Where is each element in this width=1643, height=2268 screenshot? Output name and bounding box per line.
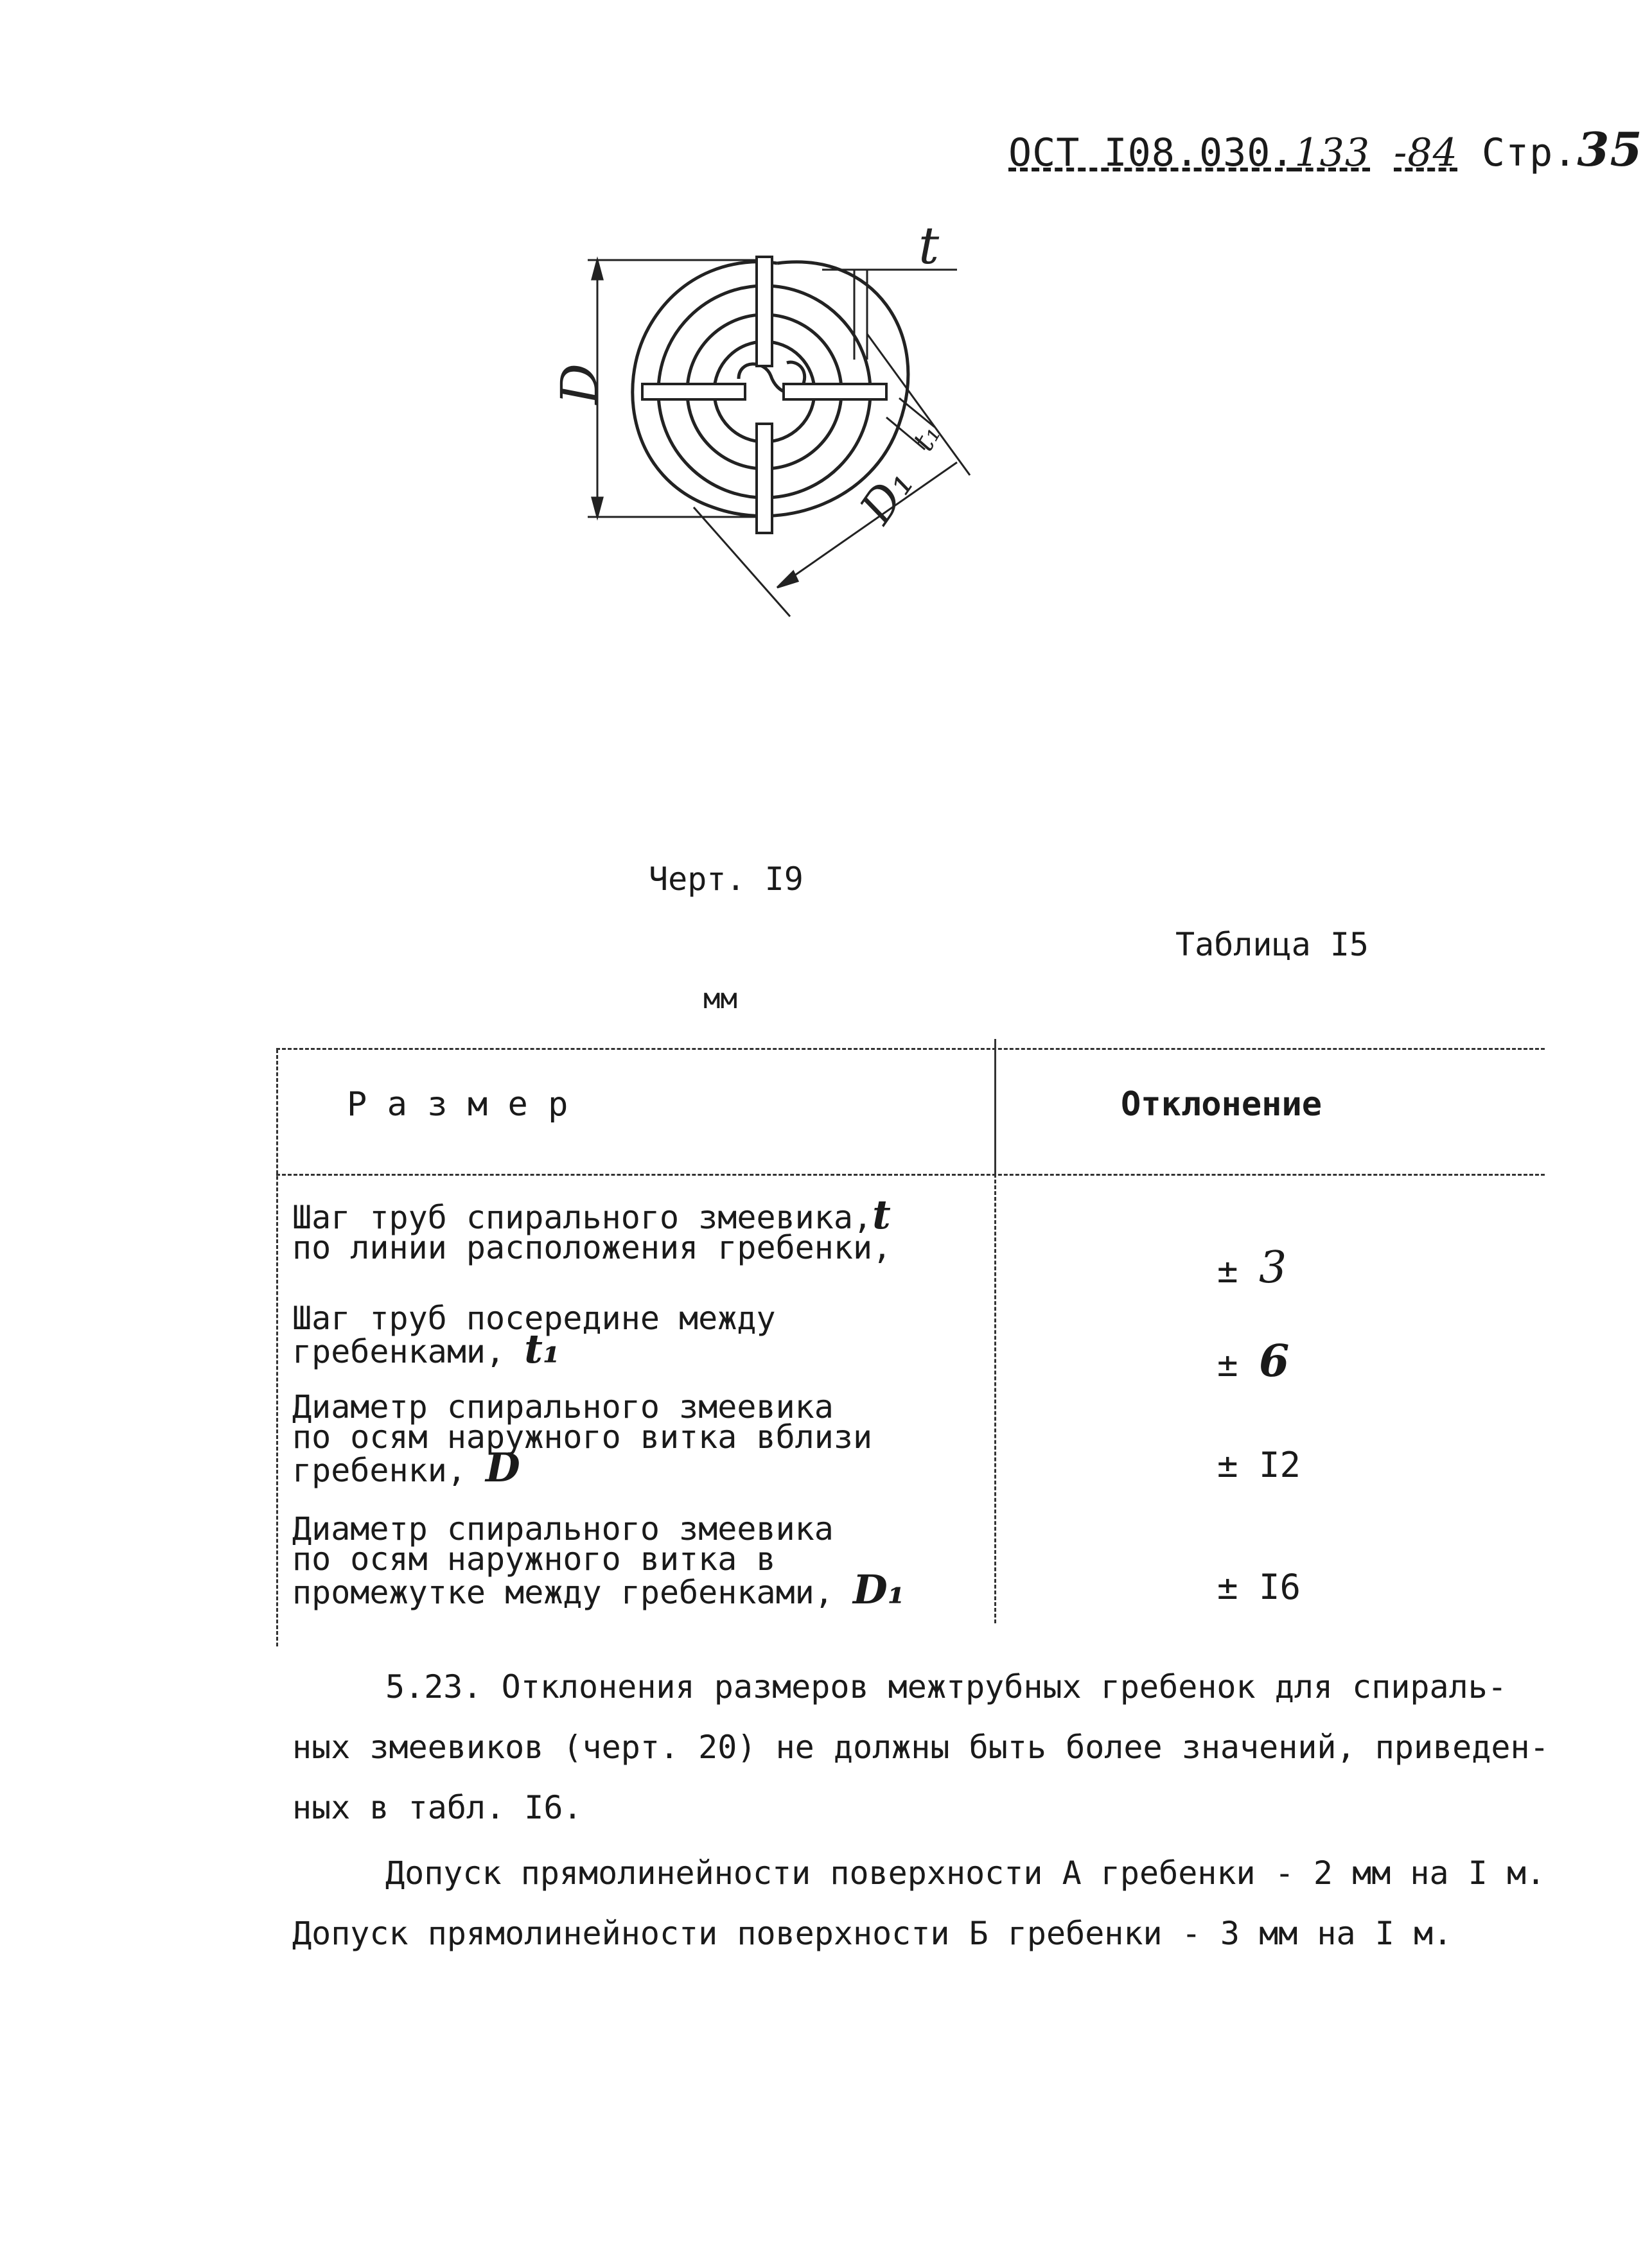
- standard-year: -84: [1394, 130, 1458, 175]
- row1-sign: ±: [1217, 1250, 1238, 1291]
- table-title: Таблица I5: [1175, 926, 1369, 963]
- row4-line2: по осям наружного витка в: [292, 1540, 776, 1578]
- dim-t-label: t: [918, 216, 940, 275]
- comb-right: [784, 384, 886, 399]
- paragraph-5-23-line1: 5.23. Отклонения размеров межтрубных гребенок для спираль-: [385, 1668, 1507, 1705]
- row3-value: I2: [1259, 1445, 1301, 1485]
- tolerance-surface-a: Допуск прямолинейности поверхности А гребенки - 2 мм на I м.: [385, 1854, 1546, 1892]
- standard-number: 133: [1294, 130, 1371, 175]
- dim-t1-label: t₁: [905, 419, 947, 457]
- row3-deviation: [1217, 1445, 1301, 1485]
- row2-value: 6: [1259, 1336, 1290, 1387]
- row1-line1: Шаг труб спирального змеевика,: [292, 1199, 873, 1236]
- row4-deviation: [1217, 1567, 1301, 1607]
- table-column-divider-head: [994, 1039, 996, 1174]
- paragraph-5-23-line2: ных змеевиков (черт. 20) не должны быть более значений, приведен-: [292, 1729, 1549, 1766]
- row4-line1: Диаметр спирального змеевика: [292, 1510, 834, 1548]
- row2-symbol: t₁: [524, 1325, 561, 1372]
- table-top-rule: [276, 1048, 1545, 1050]
- table-row: [292, 1300, 776, 1372]
- row4-sign: ±: [1217, 1567, 1238, 1607]
- table-row: [292, 1510, 905, 1613]
- row2-line2: гребенками,: [292, 1333, 505, 1370]
- table-header-rule: [276, 1174, 1545, 1176]
- row3-symbol: D: [486, 1444, 520, 1491]
- row4-value: I6: [1259, 1567, 1301, 1607]
- row3-sign: ±: [1217, 1445, 1238, 1485]
- row1-value: 3: [1259, 1243, 1287, 1293]
- comb-bottom: [757, 424, 772, 533]
- standard-code: ОСТ I08.030.: [1008, 130, 1295, 175]
- page-number: 35: [1577, 122, 1643, 177]
- tolerance-surface-b: Допуск прямолинейности поверхности Б гребенки - 3 мм на I м.: [292, 1915, 1453, 1952]
- row4-line3: промежутке между гребенками,: [292, 1574, 834, 1611]
- table-row: [292, 1388, 873, 1491]
- row1-line2: по линии расположения гребенки,: [292, 1229, 892, 1266]
- column-header-deviation: Отклонение: [1121, 1085, 1322, 1124]
- table-unit: мм: [703, 982, 737, 1015]
- row1-deviation: [1217, 1243, 1287, 1293]
- comb-left: [642, 384, 745, 399]
- page-label: Стр.: [1481, 130, 1577, 175]
- dim-D-label: D: [550, 363, 610, 405]
- table-row: [292, 1191, 892, 1266]
- spiral-coil-drawing: [0, 0, 1615, 706]
- figure-caption: Черт. I9: [649, 860, 804, 898]
- table-column-divider-body: [994, 1174, 996, 1623]
- column-header-size: Р а з м е р: [347, 1085, 568, 1124]
- dim-D1-label: D₁: [850, 458, 924, 533]
- table-left-border: [276, 1049, 278, 1646]
- paragraph-5-23-line3: ных в табл. I6.: [292, 1789, 583, 1826]
- row2-line1: Шаг труб посередине между: [292, 1300, 776, 1337]
- row4-symbol: D₁: [852, 1566, 905, 1613]
- row3-line1: Диаметр спирального змеевика: [292, 1388, 834, 1426]
- row3-line2: по осям наружного витка вблизи: [292, 1418, 873, 1456]
- row2-deviation: [1217, 1336, 1289, 1387]
- row3-line3: гребенки,: [292, 1452, 466, 1489]
- row1-symbol: t: [872, 1191, 891, 1238]
- row2-sign: ±: [1217, 1344, 1238, 1384]
- comb-top: [757, 257, 772, 366]
